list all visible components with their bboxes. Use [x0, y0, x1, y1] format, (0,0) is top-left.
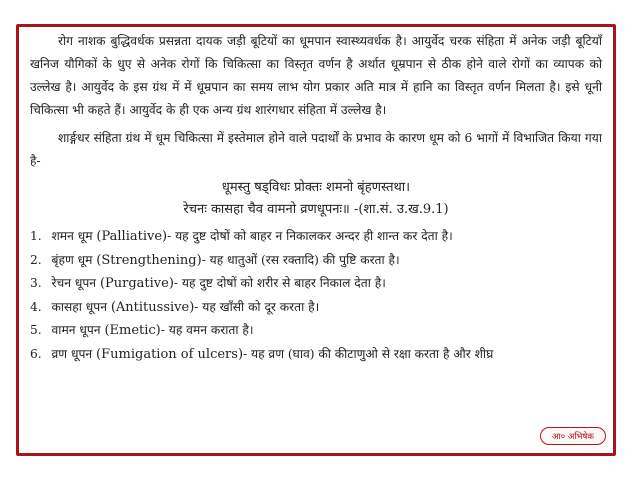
item-name: शमन धूम — [51, 229, 93, 243]
list-item — [30, 225, 602, 249]
item-english: (Strengthening) — [96, 252, 202, 268]
item-number: 3. — [30, 276, 42, 290]
list-item — [30, 272, 602, 296]
list-item — [30, 319, 602, 343]
list-item — [30, 249, 602, 273]
verse-line-2: रेचनः कासहा चैव वामनो व्रणधूपनः॥ -(शा.सं. उ.ख.9.1) — [183, 202, 449, 217]
document-body — [30, 30, 602, 366]
sanskrit-verse — [30, 177, 602, 221]
item-number: 5. — [30, 323, 42, 337]
item-english: (Purgative) — [99, 276, 174, 291]
item-description: - यह धातुओं (रस रक्तादि) की पुष्टि करता है। — [201, 252, 400, 267]
item-english: (Palliative) — [96, 229, 168, 244]
item-name: बृंहण धूम — [51, 252, 93, 267]
verse-line-1: धूमस्तु षड्विधः प्रोक्तः शमनो बृंहणस्तथा। — [221, 180, 411, 195]
item-description: - यह दुष्ट दोषों को बाहर न निकालकर अन्दर ही शान्त कर देता है। — [167, 229, 453, 243]
dhuma-types-list — [30, 225, 602, 366]
list-item — [30, 343, 602, 367]
intro-paragraph: रोग नाशक बुद्धिवर्धक प्रसन्नता दायक जड़ी बूटियों का धूमपान स्वास्थ्यवर्धक है। आयुर्वेद चरक संहिता में अनेक जड़ी बूटियाँ खनिज यौगिकों के धुए से अनेक रोगों कि चिकित्सा का विस्तृत वर्णन है अर्थात धूम्रपान से ठीक होने वाले रोगों का व्यापक को उल्लेख है। आयुर्वेद के इस ग्रंथ में में धूम्रपान का समय लाभ योग प्रकार अति मात्र में हानि का विस्तृत वर्णन मिलता है। इसे धूनी चिकित्सा भी कहते हैं। आयुर्वेद के ही एक अन्य ग्रंथ शारंगधार संहिता में उल्लेख है। — [30, 34, 602, 117]
item-description: - यह वमन कराता है। — [160, 323, 254, 337]
author-badge: आ० अभिषेक — [540, 427, 606, 445]
item-english: (Emetic) — [104, 323, 161, 338]
item-name: वामन धूपन — [51, 323, 101, 337]
item-name: व्रण धूपन — [51, 346, 93, 361]
item-number: 6. — [30, 346, 42, 361]
item-description: - यह दुष्ट दोषों को शरीर से बाहर निकाल देता है। — [173, 276, 386, 290]
item-description: - यह व्रण (घाव) की कीटाणुओ से रक्षा करता है और शीघ्र — [243, 346, 494, 361]
item-name: रेचन धूपन — [51, 276, 97, 290]
item-english: (Fumigation of ulcers) — [96, 346, 244, 362]
item-number: 2. — [30, 252, 42, 267]
classification-paragraph: शार्ङ्गधर संहिता ग्रंथ में धूम चिकित्सा में इस्तेमाल होने वाले पदार्थों के प्रभाव के कारण धूम को 6 भागों में विभाजित किया गया है- — [30, 131, 602, 168]
item-name: कासहा धूपन — [51, 299, 107, 314]
item-description: - यह खाँसी को दूर करता है। — [194, 299, 320, 314]
item-english: (Antitussive) — [110, 299, 195, 315]
item-number: 4. — [30, 299, 42, 314]
item-number: 1. — [30, 229, 42, 243]
list-item — [30, 296, 602, 320]
